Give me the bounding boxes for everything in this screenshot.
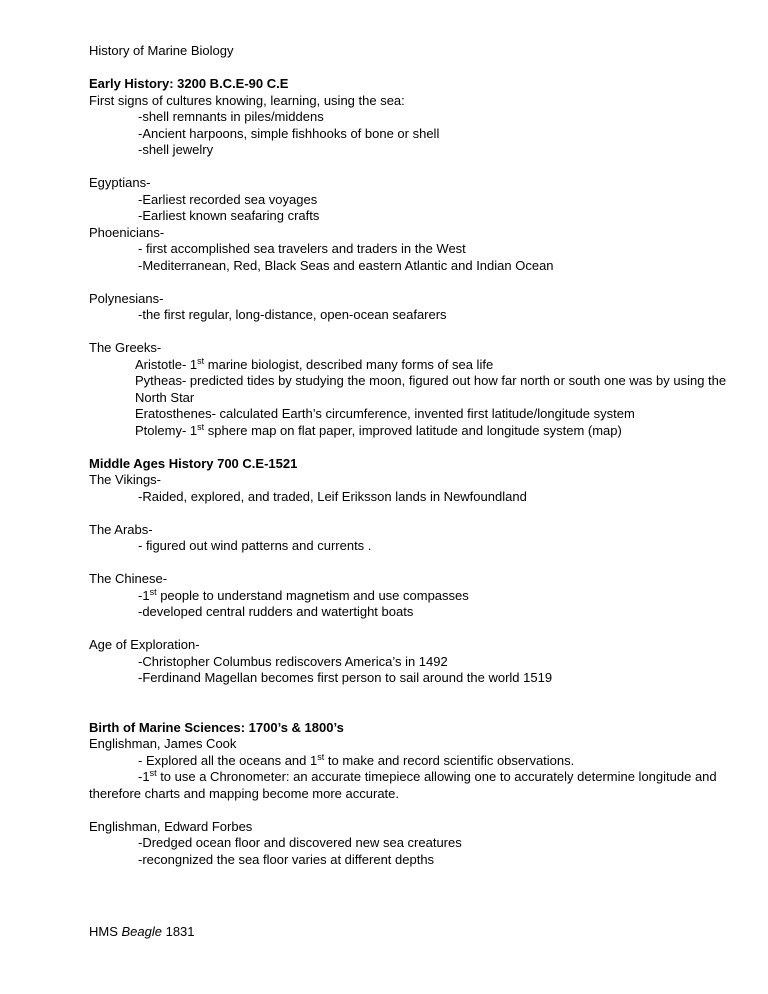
greek-aristotle: Aristotle- 1st marine biologist, described many forms of sea life xyxy=(135,355,494,372)
vikings-label: The Vikings- xyxy=(89,472,162,487)
polynesians-label: Polynesians- xyxy=(89,290,164,306)
exploration-label: Age of Exploration- xyxy=(89,637,200,652)
early-intro: First signs of cultures knowing, learning, using the sea: xyxy=(89,92,405,108)
section-heading-middle-ages: Middle Ages History 700 C.E-1521 xyxy=(89,455,298,471)
greek-pytheas: Pytheas- predicted tides by studying the moon, figured out how far north or south one was by using the North Star xyxy=(135,373,727,405)
list-item: - Explored all the oceans and 1st to make and record scientific observations. xyxy=(138,751,575,768)
document-body xyxy=(89,43,729,868)
chinese-label: The Chinese- xyxy=(89,571,168,586)
list-item: -1st to use a Chronometer: an accurate timepiece allowing one to accurately determine longitude and therefore charts and mapping become more accurate. xyxy=(89,768,717,801)
list-item: - figured out wind patterns and currents . xyxy=(138,538,372,553)
footer-line: HMS Beagle 1831 xyxy=(89,924,195,939)
list-item: -shell jewelry xyxy=(138,142,214,157)
list-item: -Christopher Columbus rediscovers America’s in 1492 xyxy=(138,653,448,669)
list-item: -shell remnants in piles/middens xyxy=(138,109,324,124)
list-item: -developed central rudders and watertight boats xyxy=(138,604,414,619)
list-item: -Earliest recorded sea voyages xyxy=(138,191,318,207)
list-item: -Mediterranean, Red, Black Seas and eastern Atlantic and Indian Ocean xyxy=(138,257,554,273)
list-item: -Ancient harpoons, simple fishhooks of bone or shell xyxy=(138,125,440,141)
list-item: -1st people to understand magnetism and use compasses xyxy=(138,586,469,603)
forbes-label: Englishman, Edward Forbes xyxy=(89,818,253,834)
phoenicians-label: Phoenicians- xyxy=(89,224,165,240)
greek-eratosthenes: Eratosthenes- calculated Earth’s circumference, invented first latitude/longitude system xyxy=(135,406,635,421)
list-item: - first accomplished sea travelers and traders in the West xyxy=(138,241,466,256)
section-heading-early-history: Early History: 3200 B.C.E-90 C.E xyxy=(89,76,289,91)
greeks-label: The Greeks- xyxy=(89,340,162,355)
egyptians-label: Egyptians- xyxy=(89,175,151,190)
greek-ptolemy: Ptolemy- 1st sphere map on flat paper, improved latitude and longitude system (map) xyxy=(135,421,622,438)
cook-label: Englishman, James Cook xyxy=(89,736,237,751)
list-item: -Dredged ocean floor and discovered new sea creatures xyxy=(138,835,462,850)
list-item: -Raided, explored, and traded, Leif Eriksson lands in Newfoundland xyxy=(138,488,527,504)
list-item: -recongnized the sea floor varies at different depths xyxy=(138,851,435,867)
list-item: -Ferdinand Magellan becomes first person to sail around the world 1519 xyxy=(138,670,553,685)
arabs-label: The Arabs- xyxy=(89,521,153,537)
list-item: -the first regular, long-distance, open-ocean seafarers xyxy=(138,307,447,322)
document-title: History of Marine Biology xyxy=(89,43,234,58)
section-heading-birth-marine-sciences: Birth of Marine Sciences: 1700’s & 1800’s xyxy=(89,719,344,735)
list-item: -Earliest known seafaring crafts xyxy=(138,208,320,223)
